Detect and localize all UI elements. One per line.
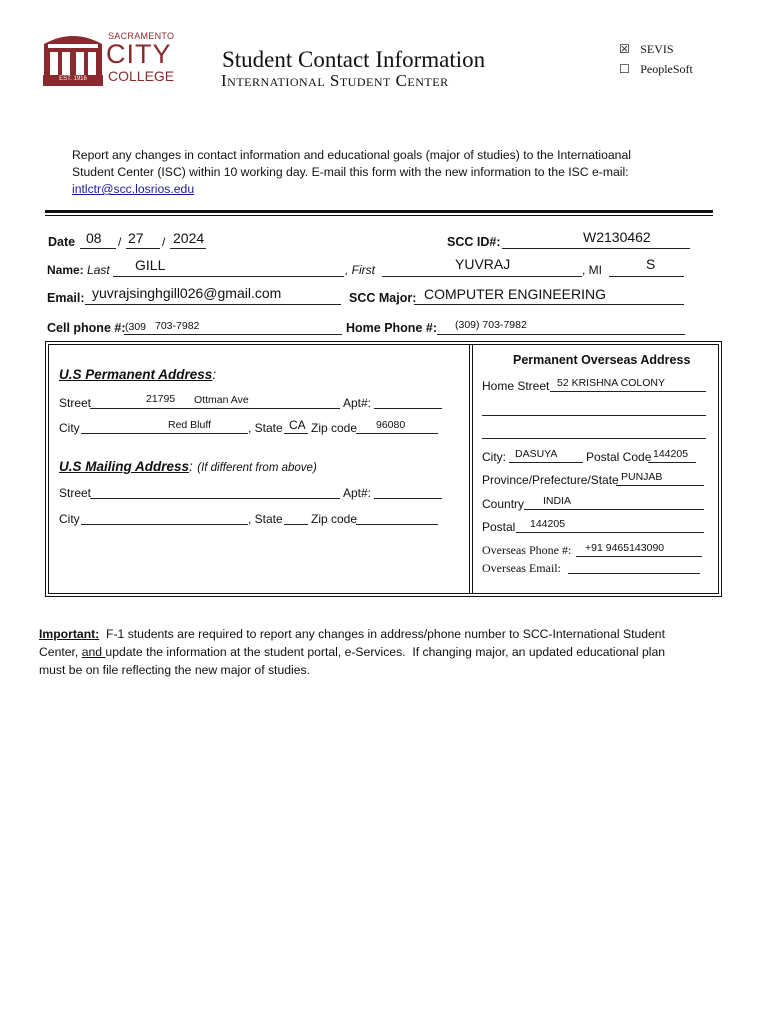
first-name-line: [382, 276, 582, 277]
home-phone-label: Home Phone #:: [346, 321, 437, 335]
city-line: [81, 433, 248, 434]
mail-city-label: City: [59, 512, 80, 526]
mi-label: , MI: [582, 263, 602, 277]
street-number-field[interactable]: 21795: [146, 393, 176, 405]
first-name-field[interactable]: YUVRAJ: [455, 256, 511, 272]
mail-zip-line[interactable]: [356, 524, 438, 525]
checkbox-sevis[interactable]: [619, 40, 674, 58]
overseas-phone-line: [576, 556, 702, 557]
us-mailing-heading: U.S Mailing Address: [59, 459, 190, 474]
postal-code-label: Postal Code: [586, 450, 652, 464]
important-note: [39, 625, 729, 679]
street-label: Street: [59, 396, 92, 410]
important-and: and: [81, 645, 106, 659]
email-line: [85, 304, 341, 305]
us-permanent-heading: U.S Permanent Address: [59, 367, 213, 382]
mail-city-line[interactable]: [81, 524, 248, 525]
overseas-city-field[interactable]: DASUYA: [515, 448, 558, 460]
postal-code-field[interactable]: 144205: [653, 448, 689, 460]
country-label: Country: [482, 497, 525, 511]
name-label: Name:: [47, 263, 84, 277]
country-field[interactable]: INDIA: [543, 495, 572, 507]
first-label: , First: [345, 263, 375, 277]
scc-id-label: SCC ID#:: [447, 235, 501, 249]
us-permanent-heading-wrap: [59, 366, 216, 384]
street-name-field[interactable]: Ottman Ave: [194, 394, 249, 406]
email-label: Email:: [47, 291, 85, 305]
mail-state-label: , State: [248, 512, 283, 526]
date-month-line: [80, 248, 116, 249]
zip-label: Zip code: [311, 421, 358, 435]
overseas-heading: Permanent Overseas Address: [513, 353, 691, 367]
important-text-3: must be on file reflecting the new major of studies.: [39, 663, 310, 677]
major-line: [414, 304, 684, 305]
home-street-label: Home Street: [482, 379, 550, 393]
mi-field[interactable]: S: [646, 256, 656, 272]
date-slash-1: /: [118, 235, 122, 249]
country-line: [524, 509, 704, 510]
date-month-field[interactable]: 08: [86, 230, 102, 246]
province-line: [616, 485, 704, 486]
apt-line: [374, 408, 442, 409]
last-name-line: [113, 276, 344, 277]
section-divider-thin: [45, 215, 713, 216]
us-permanent-colon: :: [212, 367, 217, 382]
date-day-line: [126, 248, 160, 249]
postal-label: Postal: [482, 520, 516, 534]
mail-apt-line[interactable]: [374, 498, 442, 499]
page-subtitle: International Student Center: [221, 71, 449, 90]
checkbox-peoplesoft[interactable]: [619, 60, 693, 78]
overseas-city-label: City:: [482, 450, 506, 464]
scc-id-field[interactable]: W2130462: [583, 229, 651, 245]
mail-state-line[interactable]: [284, 524, 308, 525]
section-divider: [45, 210, 713, 213]
checkbox-sevis-label: SEVIS: [640, 42, 674, 56]
name-row-label: [47, 263, 110, 277]
province-label: Province/Prefecture/State: [482, 473, 619, 487]
us-mailing-colon: :: [189, 459, 193, 474]
cell-phone-label: Cell phone #:: [47, 321, 126, 335]
overseas-address-line-3[interactable]: [482, 438, 706, 439]
overseas-address-line-2[interactable]: [482, 415, 706, 416]
zip-line: [356, 433, 438, 434]
logo-city: CITY: [106, 39, 172, 69]
page-title: Student Contact Information: [222, 47, 486, 72]
overseas-phone-field[interactable]: +91 9465143090: [585, 542, 665, 554]
mail-zip-label: Zip code: [311, 512, 358, 526]
home-street-field[interactable]: 52 KRISHNA COLONY: [557, 377, 665, 389]
checkbox-peoplesoft-mark: ☐: [619, 62, 630, 76]
mail-apt-label: Apt#:: [343, 486, 372, 500]
city-field[interactable]: Red Bluff: [168, 419, 211, 431]
overseas-city-line: [509, 462, 583, 463]
street-line: [90, 408, 340, 409]
zip-field[interactable]: 96080: [376, 419, 406, 431]
overseas-email-line[interactable]: [568, 573, 700, 574]
home-phone-field[interactable]: (309) 703-7982: [455, 319, 527, 331]
major-field[interactable]: COMPUTER ENGINEERING: [424, 286, 607, 302]
address-box-divider: [469, 344, 473, 594]
province-field[interactable]: PUNJAB: [621, 471, 663, 483]
important-text-2a: Center,: [39, 645, 82, 659]
checkbox-sevis-mark: ☒: [619, 42, 630, 56]
logo-est: EST. 1916: [59, 76, 87, 82]
major-label: SCC Major:: [349, 291, 417, 305]
postal-code-line: [648, 462, 696, 463]
date-label: Date: [48, 235, 76, 249]
state-label: , State: [248, 421, 283, 435]
us-mailing-note: (If different from above): [197, 462, 317, 474]
intro-line-1: Report any changes in contact information and educational goals (major of studies) to the Internatioanal: [72, 148, 631, 162]
intro-line-2: Student Center (ISC) within 10 working day. E-mail this form with the new information to the ISC e-mail:: [72, 165, 629, 179]
important-text-2b: update the information at the student portal, e-Services. If changing major, an updated educational plan: [105, 645, 666, 659]
overseas-phone-label: Overseas Phone #:: [482, 543, 572, 557]
last-label: Last: [87, 263, 110, 277]
postal-line: [516, 532, 704, 533]
logo-top-text: SACRAMENTO: [108, 31, 175, 41]
cell-phone-number-field[interactable]: 703-7982: [155, 320, 200, 332]
city-label: City: [59, 421, 80, 435]
us-mailing-heading-wrap: [59, 458, 317, 476]
important-text-1: F-1 students are required to report any changes in address/phone number to SCC-International Student: [99, 627, 665, 641]
mail-street-label: Street: [59, 486, 92, 500]
mi-line: [609, 276, 684, 277]
state-line: [284, 433, 308, 434]
cell-phone-area-field[interactable]: (309: [125, 321, 147, 333]
date-day-field[interactable]: 27: [128, 230, 144, 246]
home-street-line: [550, 391, 706, 392]
logo-college: COLLEGE: [108, 68, 175, 84]
date-year-field[interactable]: 2024: [173, 230, 205, 246]
scc-id-line: [502, 248, 690, 249]
checkbox-peoplesoft-label: PeopleSoft: [640, 62, 693, 76]
state-field[interactable]: CA: [289, 418, 306, 432]
home-phone-line: [437, 334, 685, 335]
important-label: Important:: [39, 627, 100, 641]
isc-email-link[interactable]: intlctr@scc.losrios.edu: [72, 182, 195, 196]
last-name-field[interactable]: GILL: [135, 257, 166, 273]
intro-paragraph: [72, 147, 712, 198]
overseas-email-label: Overseas Email:: [482, 561, 561, 575]
date-slash-2: /: [162, 235, 166, 249]
date-year-line: [170, 248, 206, 249]
postal-field[interactable]: 144205: [530, 518, 566, 530]
email-field[interactable]: yuvrajsinghgill026@gmail.com: [92, 285, 282, 301]
apt-label: Apt#:: [343, 396, 372, 410]
mail-street-line[interactable]: [90, 498, 340, 499]
cell-phone-line: [124, 334, 342, 335]
